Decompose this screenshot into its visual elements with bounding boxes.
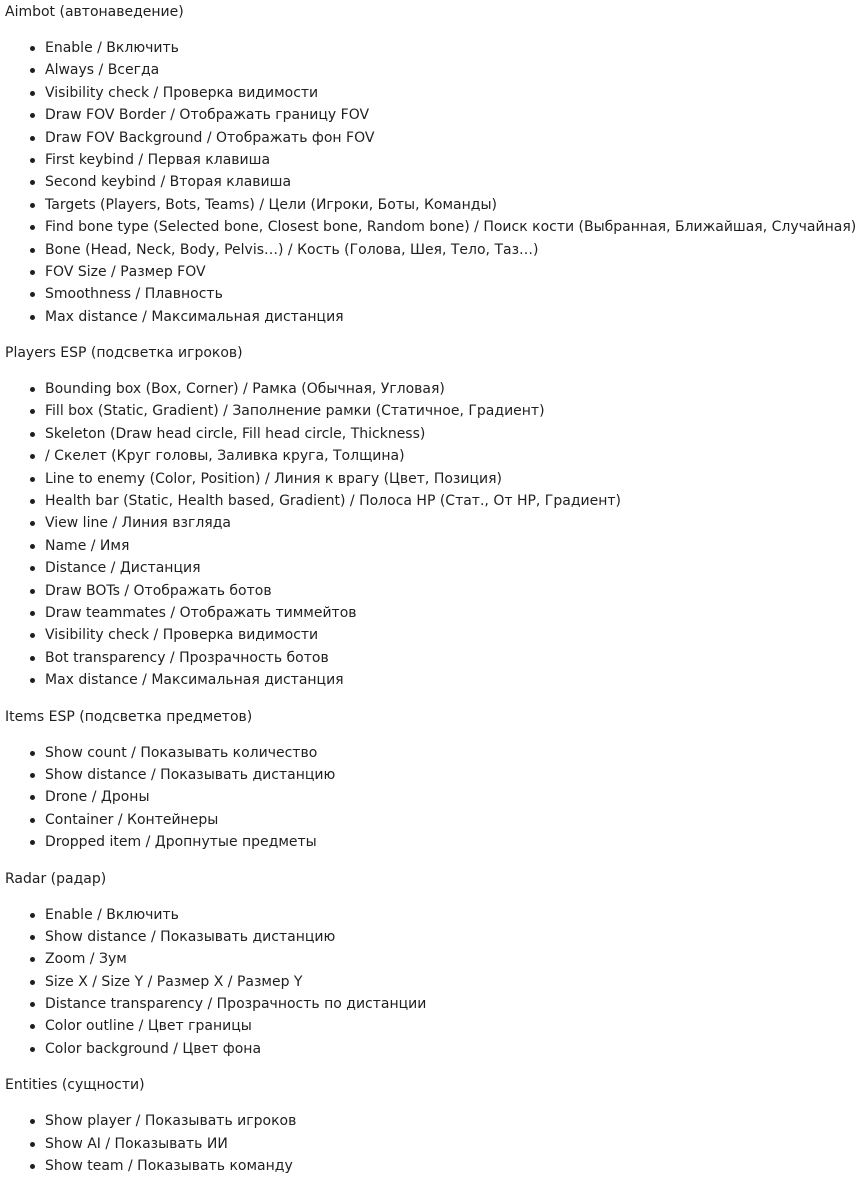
list-item: Color background / Цвет фона xyxy=(45,1038,857,1060)
list-item: Show distance / Показывать дистанцию xyxy=(45,764,857,786)
list-item: Second keybind / Вторая клавиша xyxy=(45,171,857,193)
list-item: Fill box (Static, Gradient) / Заполнение рамки (Статичное, Градиент) xyxy=(45,400,857,422)
list-item: Draw FOV Background / Отображать фон FOV xyxy=(45,127,857,149)
list-item: Enable / Включить xyxy=(45,904,857,926)
section-players-esp xyxy=(5,342,857,691)
list-item: / Скелет (Круг головы, Заливка круга, Толщина) xyxy=(45,445,857,467)
section-aimbot xyxy=(5,1,857,328)
list-item: Size X / Size Y / Размер X / Размер Y xyxy=(45,971,857,993)
feature-list xyxy=(5,1110,857,1177)
list-item: Show count / Показывать количество xyxy=(45,742,857,764)
list-item: Bot transparency / Прозрачность ботов xyxy=(45,647,857,669)
list-item: View line / Линия взгляда xyxy=(45,512,857,534)
feature-list xyxy=(5,37,857,328)
section-title: Radar (радар) xyxy=(5,870,107,887)
list-item: Distance transparency / Прозрачность по дистанции xyxy=(45,993,857,1015)
list-item: Line to enemy (Color, Position) / Линия к врагу (Цвет, Позиция) xyxy=(45,468,857,490)
list-item: Max distance / Максимальная дистанция xyxy=(45,669,857,691)
list-item: Bounding box (Box, Corner) / Рамка (Обычная, Угловая) xyxy=(45,378,857,400)
section-items-esp xyxy=(5,706,857,854)
list-item: Draw teammates / Отображать тиммейтов xyxy=(45,602,857,624)
list-item: Dropped item / Дропнутые предметы xyxy=(45,831,857,853)
list-item: Container / Контейнеры xyxy=(45,809,857,831)
list-item: First keybind / Первая клавиша xyxy=(45,149,857,171)
list-item: Enable / Включить xyxy=(45,37,857,59)
feature-list xyxy=(5,904,857,1061)
list-item: Targets (Players, Bots, Teams) / Цели (Игроки, Боты, Команды) xyxy=(45,194,857,216)
list-item: Visibility check / Проверка видимости xyxy=(45,82,857,104)
section-radar xyxy=(5,868,857,1061)
section-title: Aimbot (автонаведение) xyxy=(5,4,184,20)
section-entities xyxy=(5,1074,857,1177)
list-item: Name / Имя xyxy=(45,535,857,557)
list-item: Bone (Head, Neck, Body, Pelvis…) / Кость (Голова, Шея, Тело, Таз…) xyxy=(45,239,857,261)
list-item: Smoothness / Плавность xyxy=(45,283,857,305)
list-item: Max distance / Максимальная дистанция xyxy=(45,306,857,328)
list-item: Show AI / Показывать ИИ xyxy=(45,1133,857,1155)
list-item: FOV Size / Размер FOV xyxy=(45,261,857,283)
section-title: Players ESP (подсветка игроков) xyxy=(5,345,243,362)
list-item: Draw FOV Border / Отображать границу FOV xyxy=(45,104,857,126)
list-item: Always / Всегда xyxy=(45,59,857,81)
list-item: Show distance / Показывать дистанцию xyxy=(45,926,857,948)
list-item: Skeleton (Draw head circle, Fill head circle, Thickness) xyxy=(45,423,857,445)
list-item: Show player / Показывать игроков xyxy=(45,1110,857,1132)
list-item: Find bone type (Selected bone, Closest bone, Random bone) / Поиск кости (Выбранная, Ближайшая, Случайная) xyxy=(45,216,857,238)
feature-list xyxy=(5,742,857,854)
list-item: Draw BOTs / Отображать ботов xyxy=(45,580,857,602)
list-item: Distance / Дистанция xyxy=(45,557,857,579)
list-item: Show team / Показывать команду xyxy=(45,1155,857,1177)
list-item: Zoom / Зум xyxy=(45,948,857,970)
list-item: Color outline / Цвет границы xyxy=(45,1015,857,1037)
section-title: Items ESP (подсветка предметов) xyxy=(5,708,253,725)
feature-list xyxy=(5,378,857,691)
list-item: Drone / Дроны xyxy=(45,786,857,808)
list-item: Health bar (Static, Health based, Gradient) / Полоса HP (Стат., От HP, Градиент) xyxy=(45,490,857,512)
list-item: Visibility check / Проверка видимости xyxy=(45,624,857,646)
section-title: Entities (сущности) xyxy=(5,1077,145,1094)
